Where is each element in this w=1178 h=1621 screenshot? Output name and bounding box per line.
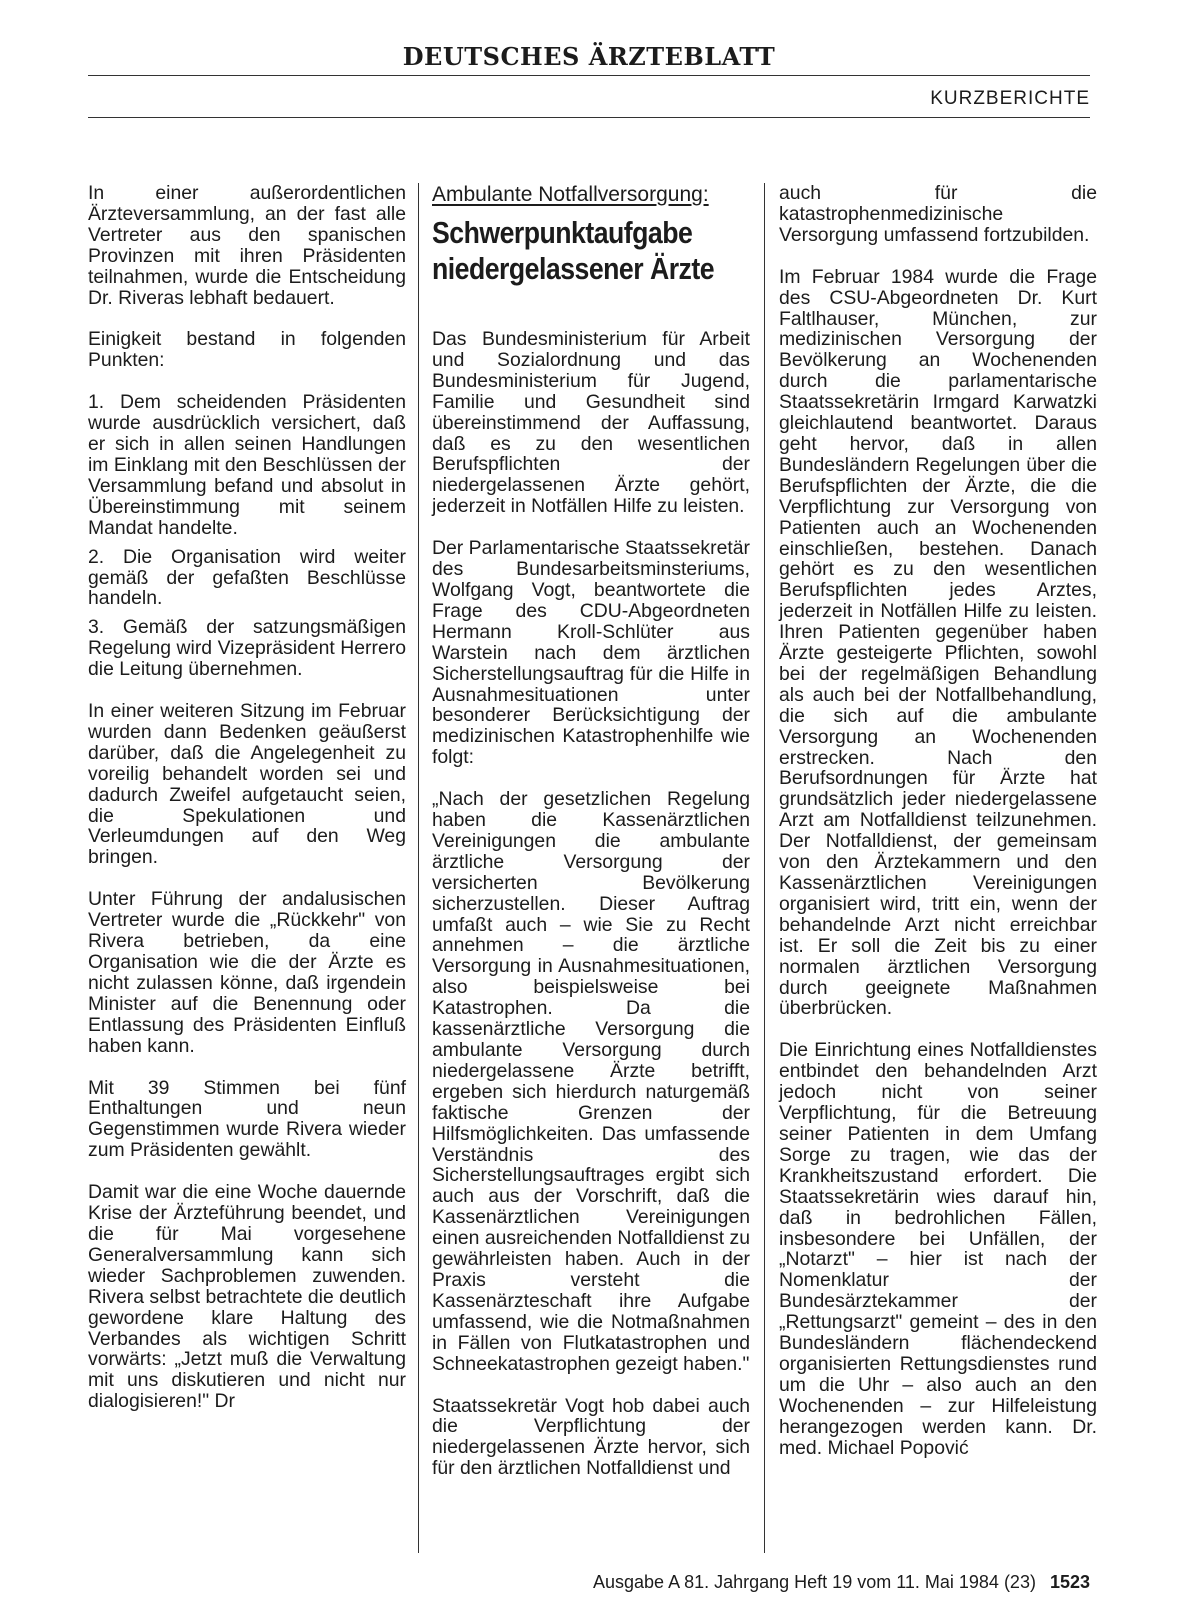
paragraph: Im Februar 1984 wurde die Frage des CSU-Abgeordneten Dr. Kurt Faltlhauser, München, zur medizinischen Versorgung der Bevölkerung an Wochenenden durch die parlamentarische Staatssekretärin Irmgard Karwatzki gleichlautend beantwortet. Daraus geht hervor, daß in allen Bundesländern Regelungen über die Berufspflichten der Ärzte, die die Verpflichtung zur Versorgung von Patienten auch an Wochenenden einschließen, bestehen. Danach gehört es zu den wesentlichen Berufspflichten jedes Arztes, jederzeit in Notfällen Hilfe zu leisten. Ihren Patienten gegenüber haben Ärzte gesteigerte Pflichten, sowohl bei der regelmäßigen Behandlung als auch bei der Notfallbehandlung, die sich auf die ambulante Versorgung an Wochenenden erstrecken. Nach den Berufsordnungen für Ärzte hat grundsätzlich jeder niedergelassene Arzt am Notfalldienst teilzunehmen. Der Notfalldienst, der gemeinsam von den Ärztekammern und den Kassenärztlichen Vereinigungen organisiert wird, tritt ein, wenn der behandelnde Arzt nicht erreichbar ist. Er soll die Zeit bis zu einer normalen ärztlichen Versorgung durch geeignete Maßnahmen überbrücken. (779, 265, 1097, 1020)
paragraph: In einer außerordentlichen Ärzteversammlung, an der fast alle Vertreter aus den spanischen Provinzen mit ihren Präsidenten teilnahmen, wurde die Entscheidung Dr. Riveras lebhaft bedauert. (88, 182, 406, 309)
paragraph: Das Bundesministerium für Arbeit und Sozialordnung und das Bundesministerium für Jugend, Familie und Gesundheit sind übereinstimmend der Auffassung, daß es zu den wesentlichen Berufspflichten der niedergelassenen Ärzte gehört, jederzeit in Notfällen Hilfe zu leisten. (432, 328, 750, 518)
column-divider (418, 183, 419, 1553)
column-2 (432, 183, 750, 1500)
column-divider (764, 183, 765, 1553)
section-label: KURZBERICHTE (930, 88, 1090, 109)
paragraph: In einer weiteren Sitzung im Februar wurden dann Bedenken geäußerst darüber, daß die Angelegenheit zu voreilig behandelt worden sei und dadurch Zweifel aufgetaucht seien, die Spekulationen und Verleumdungen auf den Weg bringen. (88, 700, 406, 869)
paragraph: 3. Gemäß der satzungsmäßigen Regelung wird Vizepräsident Herrero die Leitung übernehmen. (88, 616, 406, 681)
paragraph: auch für die katastrophenmedizinische Versorgung umfassend fortzubilden. (779, 182, 1097, 246)
column-1 (88, 183, 406, 1433)
page-number: 1523 (1049, 1572, 1090, 1592)
paragraph: 1. Dem scheidenden Präsidenten wurde ausdrücklich versichert, daß er sich in allen seinen Handlungen im Einklang mit den Beschlüssen der Versammlung befand und absolut in Übereinstimmung mit seinem Mandat handelte. (88, 391, 406, 539)
masthead-rule (88, 75, 1090, 76)
paragraph: Unter Führung der andalusischen Vertreter wurde die „Rückkehr" von Rivera betrieben, da eine Organisation wie die der Ärzte es nicht zulassen könne, daß irgendein Minister auf die Benennung oder Entlassung des Präsidenten Einfluß haben kann. (88, 888, 406, 1057)
paragraph: Einigkeit bestand in folgenden Punkten: (88, 328, 406, 372)
paragraph: Mit 39 Stimmen bei fünf Enthaltungen und neun Gegenstimmen wurde Rivera wieder zum Präsidenten gewählt. (88, 1076, 406, 1162)
article-headline: Schwerpunktaufgabe niedergelassener Ärzte (432, 215, 715, 286)
paragraph: Damit war die eine Woche dauernde Krise der Ärzteführung beendet, und die für Mai vorgesehene Generalversammlung kann sich wieder Sachproblemen zuwenden. Rivera selbst betrachtete die deutlich gewordene klare Haltung des Verbandes als wichtigen Schritt vorwärts: „Jetzt muß die Verwaltung mit uns diskutieren und nicht nur dialogisieren!" Dr (88, 1181, 406, 1413)
paragraph: 2. Die Organisation wird weiter gemäß der gefaßten Beschlüsse handeln. (88, 545, 406, 610)
column-3 (779, 183, 1097, 1479)
article-kicker: Ambulante Notfallversorgung: (432, 183, 709, 206)
masthead: DEUTSCHES ÄRZTEBLATT (402, 42, 776, 71)
issue-info: Ausgabe A 81. Jahrgang Heft 19 vom 11. Mai 1984 (23) (593, 1572, 1036, 1592)
section-rule (88, 117, 1090, 118)
paragraph: „Nach der gesetzlichen Regelung haben die Kassenärztlichen Vereinigungen die ambulante ärztliche Versorgung der versicherten Bevölkerung sicherzustellen. Dieser Auftrag umfaßt auch – wie Sie zu Recht annehmen – die ärztliche Versorgung in Ausnahmesituationen, also beispielsweise bei Katastrophen. Da die kassenärztliche Versorgung die ambulante Versorgung durch niedergelassene Ärzte betrifft, ergeben sich hierdurch naturgemäß faktische Grenzen der Hilfsmöglichkeiten. Das umfassende Verständnis des Sicherstellungsauftrages ergibt sich auch aus der Vorschrift, daß die Kassenärztlichen Vereinigungen einen ausreichenden Notfalldienst zu gewährleisten haben. Auch in der Praxis versteht die Kassenärzteschaft ihre Aufgabe umfassend, wie die Notmaßnahmen in Fällen von Flutkatastrophen und Schneekatastrophen gezeigt haben." (432, 788, 751, 1375)
paragraph: Staatssekretär Vogt hob dabei auch die Verpflichtung der niedergelassenen Ärzte hervor, sich für den ärztlichen Notfalldienst und (432, 1394, 750, 1480)
paragraph: Die Einrichtung eines Notfalldienstes entbindet den behandelnden Arzt jedoch nicht von seiner Verpflichtung, für die Betreuung seiner Patienten in dem Umfang Sorge zu tragen, wie das der Krankheitszustand erfordert. Die Staatssekretärin wies darauf hin, daß in bedrohlichen Fällen, insbesondere bei Unfällen, der „Notarzt" – hier ist nach der Nomenklatur der Bundesärztekammer der „Rettungsarzt" gemeint – des in den Bundesländern flächendeckend organisierten Rettungsdienstes rund um die Uhr – also auch an den Wochenenden – zur Hilfeleistung herangezogen werden kann. Dr. med. Michael Popović (779, 1039, 1097, 1459)
paragraph: Der Parlamentarische Staatssekretär des Bundesarbeitsminsteriums, Wolfgang Vogt, beantwortete die Frage des CDU-Abgeordneten Hermann Kroll-Schlüter aus Warstein nach dem ärztlichen Sicherstellungsauftrag für die Hilfe in Ausnahmesituationen unter besonderer Berücksichtigung der medizinischen Katastrophenhilfe wie folgt: (432, 537, 750, 769)
page-footer (593, 1572, 1090, 1593)
